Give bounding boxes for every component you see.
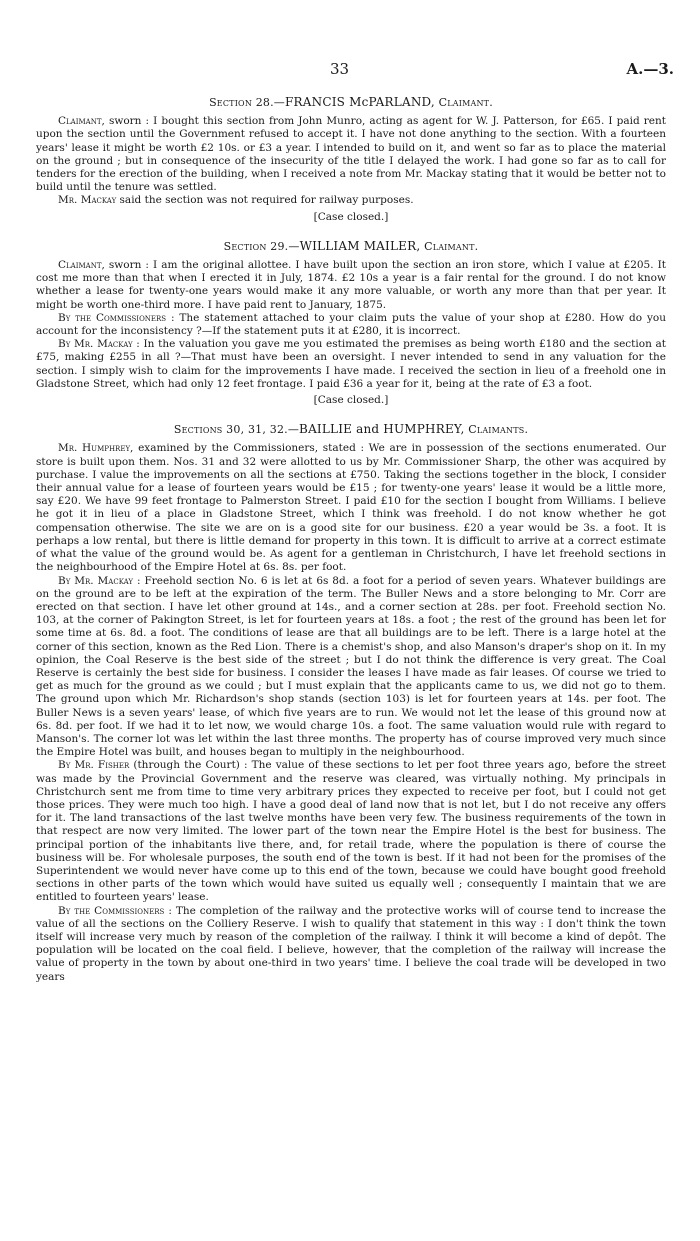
paragraph: Mr. Mackay said the section was not required for railway purposes. (58, 194, 414, 207)
paragraph: Mr. Humphrey, examined by the Commissioners, stated : We are in possession of the sections enumerated. Our store is built upon them. Nos. 31 and 32 were allotted to us by Mr. Commissioner Sharp, the other was acquired by purchase. I value the improvements on all the sections at £750. Taking the sections together in the block, I consider their annual value for a lease of fourteen years would be £15 ; for twenty-one years' lease it would be a little more, say £20. We have 99 feet frontage to Palmerston Street. I paid £10 for the section I bought from Williams. I believe he got it in lieu of a place in Gladstone Street, which I think was freehold. I do not know whether he got compensation otherwise. The site we are on is a good site for our business. £20 a year would be 3s. a foot. It is perhaps a low rental, but there is little demand for property in this town. It is difficult to arrive at a correct estimate of what the value of the ground would be. As agent for a gentleman in Christchurch, I have let freehold sections in the neighbourhood of the Empire Hotel at 6s. 8s. per foot. (36, 442, 666, 574)
page-number: 33 (330, 60, 350, 78)
case-closed-note: [Case closed.] (313, 394, 389, 407)
case-closed-note: [Case closed.] (313, 210, 389, 223)
paragraph: Claimant, sworn : I bought this section from John Munro, acting as agent for W. J. Patterson, for £65. I paid rent upon the section until the Government refused to accept it. I have not done anything to the section. With a fourteen years' lease it might be worth £2 10s. or £3 a year. I intended to build on it, and went so far as to place the material on the ground ; but in consequence of the insecurity of the title I delayed the work. I had gone so far as to call for tenders for the erection of the building, when I received a note from Mr. Mackay stating that it would be better not to build until the tenure was settled. (36, 115, 666, 194)
section-heading: Section 28.—FRANCIS McPARLAND, Claimant. (209, 95, 493, 109)
paragraph: By the Commissioners : The statement attached to your claim puts the value of your shop at £280. How do you account for the inconsistency ?—If the statement puts it at £280, it is incorrect. (36, 311, 666, 338)
section-heading: Sections 30, 31, 32.—BAILLIE and HUMPHREY, Claimants. (173, 422, 529, 437)
paragraph: By Mr. Fisher (through the Court) : The value of these sections to let per foot three years ago, before the street was made by the Provincial Government and the reserve was cleared, was virtually nothing. My principals in Christchurch sent me from time to time very arbitrary prices they expected to receive per foot, but I could not get those prices. They were much too high. I have a good deal of land now that is not let, but I do not receive any offers for it. The land transactions of the last twelve months have been very few. The business requirements of the town in that respect are now very limited. The lower part of the town near the Empire Hotel is the best for business. The principal portion of the inhabitants live there, and, for retail trade, where the population is there of course the business will be. For wholesale purposes, the south end of the town is best. If it had not been for the promises of the Superintendent we would never have come up to this end of the town, because we could have bought good freehold sections in other parts of the town which would have suited us equally well ; consequently I maintain that we are entitled to fourteen years' lease. (36, 759, 667, 904)
section-heading: Section 29.—WILLIAM MAILER, Claimant. (223, 238, 479, 253)
paragraph: By Mr. Mackay : Freehold section No. 6 is let at 6s 8d. a foot for a period of seven years. Whatever buildings are on the ground are to be left at the expiration of the term. The Buller News and a store belonging to Mr. Corr are erected on that section. I have let other ground at 14s., and a corner section at 28s. per foot. Freehold section No. 103, at the corner of Pakington Street, is let for fourteen years at 18s. a foot ; the rest of the ground has been let for some time at 6s. 8d. a foot. The conditions of lease are that all buildings are to be left. There is a large hotel at the corner of this section, known as the Red Lion. There is a chemist's shop, and also Manson's draper's shop on it. In my opinion, the Coal Reserve is the best side of the street ; but I do not think the difference is very great. The Coal Reserve is certainly the best side for business. I consider the leases I have made as fair leases. Of course we tried to get as much for the ground as we could ; but I must explain that the applicants came to us, we did not go to them. The ground upon which Mr. Richardson's shop stands (section 103) is let for fourteen years at 14s. per foot. The Buller News is a seven years' lease, of which five years are to run. We would not let the lease of this ground now at 6s. 8d. per foot. If we had it to let now, we would charge 10s. a foot. The same valuation would rule with regard to Manson's. The corner lot was let within the last three months. The property has of course improved very much since the Empire Hotel was built, and houses began to multiply in the neighbourhood. (36, 574, 666, 759)
document-reference: A.—3. (626, 60, 674, 78)
paragraph: Claimant, sworn : I am the original allottee. I have built upon the section an iron store, which I value at £205. It cost me more than that when I erected it in July, 1874. £2 10s a year is a fair rental for the ground. I do not know whether a lease for twenty-one years would make it any more valuable, or worth any more than that per year. It might be worth one-third more. I have paid rent to January, 1875. (36, 259, 666, 311)
paragraph: By Mr. Mackay : In the valuation you gave me you estimated the premises as being worth £180 and the section at £75, making £255 in all ?—That must have been an oversight. I never intended to send in any valuation for the section. I simply wish to claim for the improvements I have made. I received the section in lieu of a freehold one in Gladstone Street, which had only 12 feet frontage. I paid £36 a year for it, being at the rate of £3 a foot. (36, 338, 667, 390)
page-header (0, 60, 700, 80)
document-body (36, 96, 666, 984)
paragraph: By the Commissioners : The completion of the railway and the protective works will of course tend to increase the value of all the sections on the Colliery Reserve. I wish to qualify that statement in this way : I don't think the town itself will increase very much by reason of the completion of the railway. I think it will become a kind of depôt. The population will be located on the coal field. I believe, however, that the completion of the railway will increase the value of property in the town by about one-third in two years' time. I believe the coal trade will be developed in two years (36, 904, 666, 983)
